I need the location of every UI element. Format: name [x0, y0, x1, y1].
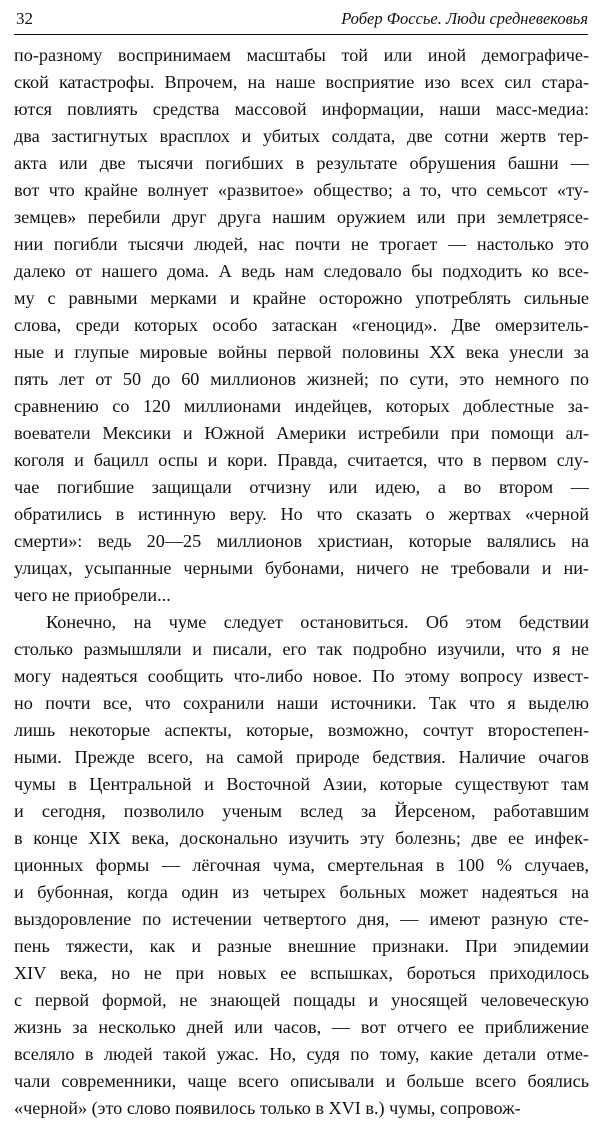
text-line: XIV века, но не при новых ее вспышках, бороться приходилось: [14, 963, 589, 983]
text-line: жизнь за несколько дней или часов, — вот отчего ее приближение: [14, 1017, 589, 1037]
text-line: но почти все, что сохранили наши источники. Так что я выделю: [14, 693, 589, 713]
text-line: могу надеяться сообщить что-либо новое. По этому вопросу извест-: [14, 666, 589, 686]
text-line: и сегодня, позволило ученым вслед за Йерсеном, работавшим: [14, 801, 589, 821]
text-line: Конечно, на чуме следует остановиться. Об этом бедствии: [46, 612, 589, 632]
text-line: вселяло в людей такой ужас. Но, судя по тому, какие детали отме-: [14, 1044, 589, 1064]
text-line: вот что крайне волнует «развитое» общество; а то, что семьсот «ту-: [14, 180, 589, 200]
text-line: чего не приобрели...: [14, 585, 171, 605]
text-line: нии погибли тысячи людей, нас почти не трогает — настолько это: [14, 234, 589, 254]
text-line: акта или две тысячи погибших в результате обрушения башни —: [14, 153, 589, 173]
text-line: далеко от нашего дома. А ведь нам следовало бы подходить ко все-: [14, 261, 589, 281]
text-line: обратились в истинную веру. Но что сказать о жертвах «черной: [14, 504, 589, 524]
text-line: выздоровление по истечении четвертого дня, — имеют разную сте-: [14, 909, 589, 929]
text-line: му с равными мерками и крайне осторожно употреблять сильные: [14, 288, 589, 308]
text-line: «черной» (это слово появилось только в XVI в.) чумы, сопровож-: [14, 1098, 521, 1118]
text-line: чае погибшие защищали отчизну или идею, а во втором —: [14, 477, 589, 497]
text-line: земцев» перебили друг друга нашим оружием или при землетрясе-: [14, 207, 589, 227]
page-number: 32: [16, 9, 33, 28]
text-line: пять лет от 50 до 60 миллионов жизней; по сути, это немного по: [14, 369, 589, 389]
text-line: улицах, усыпанные черными бубонами, ничего не требовали и ни-: [14, 558, 589, 578]
page-header: [14, 4, 588, 35]
text-line: смерти»: ведь 20—25 миллионов христиан, которые валялись на: [14, 531, 589, 551]
text-line: ные и глупые мировые войны первой половины XX века унесли за: [14, 342, 589, 362]
text-line: коголя и бацилл оспы и кори. Правда, считается, что в первом слу-: [14, 450, 589, 470]
text-line: лишь некоторые аспекты, которые, возможно, сочтут второстепен-: [14, 720, 589, 740]
text-line: сравнению со 120 миллионами индейцев, которых доблестные за-: [14, 396, 589, 416]
text-line: ской катастрофы. Впрочем, на наше восприятие изо всех сил стара-: [14, 72, 589, 92]
text-line: и бубонная, когда один из четырех больных может надеяться на: [14, 882, 589, 902]
text-line: ными. Прежде всего, на самой природе бедствия. Наличие очагов: [14, 747, 589, 767]
text-line: воеватели Мексики и Южной Америки истребили при помощи ал-: [14, 423, 589, 443]
text-line: чумы в Центральной и Восточной Азии, которые существуют там: [14, 774, 589, 794]
text-line: столько размышляли и писали, его так подробно изучили, что я не: [14, 639, 589, 659]
text-line: пень тяжести, как и разные внешние признаки. При эпидемии: [14, 936, 589, 956]
text-line: ционных формы — лёгочная чума, смертельная в 100 % случаев,: [14, 855, 589, 875]
text-line: в конце XIX века, досконально изучить эту болезнь; две ее инфек-: [14, 828, 589, 848]
text-line: с первой формой, не знающей пощады и уносящей человеческую: [14, 990, 589, 1010]
paragraph: [14, 609, 589, 1122]
running-head: Робер Фоссье. Люди средневековья: [341, 9, 588, 28]
text-line: два застигнутых врасплох и убитых солдата, две сотни жертв тер-: [14, 126, 589, 146]
text-line: чали современники, чаще всего описывали и больше всего боялись: [14, 1071, 589, 1091]
text-line: слова, среди которых особо затаскан «геноцид». Две омерзитель-: [14, 315, 589, 335]
text-line: по-разному воспринимаем масштабы той или иной демографиче-: [14, 45, 589, 65]
text-line: ются повлиять средства массовой информации, наши масс-медиа:: [14, 99, 589, 119]
body-text: [14, 42, 589, 1122]
paragraph: [14, 42, 589, 609]
